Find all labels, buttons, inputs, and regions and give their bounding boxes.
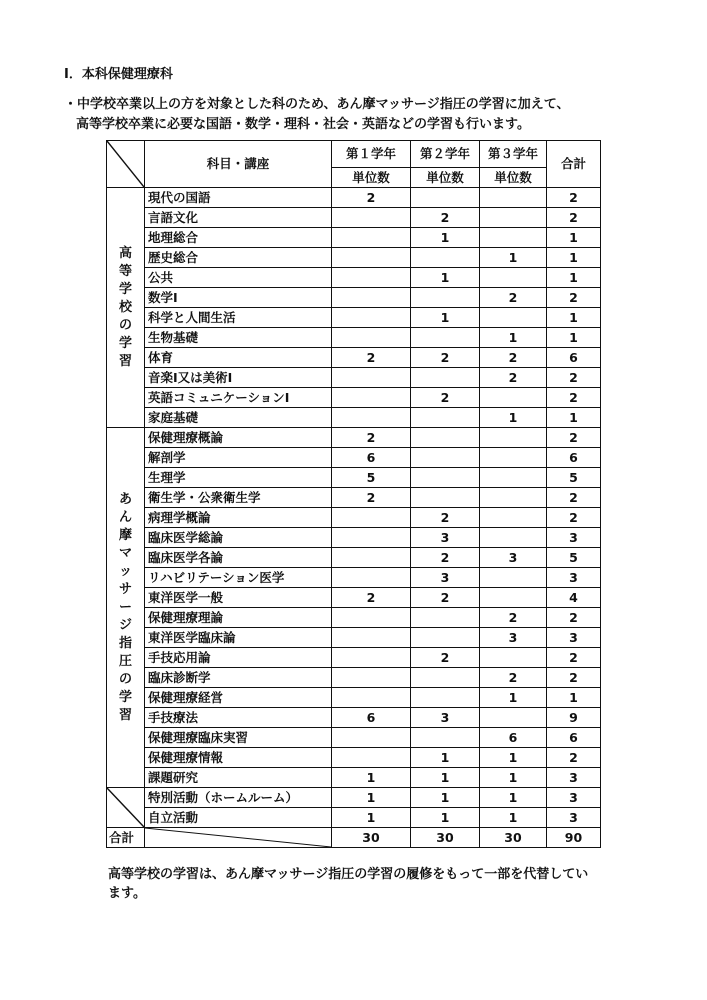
- table-row: [107, 608, 601, 628]
- table-row: [107, 428, 601, 448]
- year2-units: 2: [411, 388, 480, 408]
- year2-units: 1: [411, 808, 480, 828]
- year2-units: [411, 368, 480, 388]
- year1-units: 1: [332, 768, 411, 788]
- subject-cell: 解剖学: [145, 448, 332, 468]
- year2-units: [411, 688, 480, 708]
- subject-cell: 言語文化: [145, 208, 332, 228]
- table-row: [107, 588, 601, 608]
- subject-cell: 臨床医学総論: [145, 528, 332, 548]
- year2-units: 1: [411, 748, 480, 768]
- year2-units: 3: [411, 568, 480, 588]
- year1-units: [332, 308, 411, 328]
- subject-cell: 特別活動（ホームルーム）: [145, 788, 332, 808]
- year2-units: [411, 608, 480, 628]
- header-total: 合計: [547, 141, 601, 188]
- table-row: [107, 268, 601, 288]
- totals-year3: 30: [480, 828, 547, 848]
- year2-units: 1: [411, 788, 480, 808]
- total-units: 1: [547, 308, 601, 328]
- year1-units: [332, 508, 411, 528]
- intro-line-1: ・中学校卒業以上の方を対象とした科のため、あん摩マッサージ指圧の学習に加えて、: [64, 97, 570, 112]
- year2-units: [411, 728, 480, 748]
- year1-units: [332, 668, 411, 688]
- total-units: 3: [547, 808, 601, 828]
- year2-units: 1: [411, 768, 480, 788]
- year2-units: [411, 428, 480, 448]
- year3-units: 1: [480, 788, 547, 808]
- total-units: 3: [547, 788, 601, 808]
- total-units: 6: [547, 348, 601, 368]
- year3-units: [480, 428, 547, 448]
- total-units: 2: [547, 288, 601, 308]
- total-units: 1: [547, 248, 601, 268]
- year3-units: 3: [480, 628, 547, 648]
- year1-units: 2: [332, 588, 411, 608]
- subject-cell: 地理総合: [145, 228, 332, 248]
- total-units: 3: [547, 768, 601, 788]
- curriculum-table: [106, 140, 601, 848]
- subject-cell: 体育: [145, 348, 332, 368]
- year3-units: 3: [480, 548, 547, 568]
- year2-units: 2: [411, 648, 480, 668]
- year1-units: 2: [332, 488, 411, 508]
- total-units: 2: [547, 608, 601, 628]
- year2-units: [411, 668, 480, 688]
- year3-units: [480, 588, 547, 608]
- group-label-cell: [107, 428, 145, 788]
- year2-units: 1: [411, 308, 480, 328]
- table-row: [107, 508, 601, 528]
- year1-units: [332, 688, 411, 708]
- year1-units: [332, 288, 411, 308]
- year1-units: [332, 548, 411, 568]
- table-row: [107, 488, 601, 508]
- total-units: 2: [547, 748, 601, 768]
- table-row: [107, 808, 601, 828]
- curriculum-body: [107, 188, 601, 828]
- year1-units: 6: [332, 708, 411, 728]
- table-row: [107, 348, 601, 368]
- header-unit-year2: 単位数: [411, 168, 480, 188]
- year1-units: [332, 248, 411, 268]
- year1-units: [332, 608, 411, 628]
- group-diagonal-cell: [107, 788, 145, 828]
- year2-units: 2: [411, 348, 480, 368]
- year3-units: [480, 708, 547, 728]
- total-units: 2: [547, 208, 601, 228]
- year1-units: [332, 368, 411, 388]
- table-row: [107, 748, 601, 768]
- header-unit-year3: 単位数: [480, 168, 547, 188]
- year2-units: [411, 328, 480, 348]
- table-row: [107, 228, 601, 248]
- totals-row: [107, 828, 601, 848]
- totals-total: 90: [547, 828, 601, 848]
- subject-cell: 現代の国語: [145, 188, 332, 208]
- year3-units: 2: [480, 288, 547, 308]
- year1-units: 1: [332, 808, 411, 828]
- footnote: 高等学校の学習は、あん摩マッサージ指圧の学習の履修をもって一部を代替しています。: [108, 867, 589, 901]
- year2-units: 2: [411, 208, 480, 228]
- total-units: 2: [547, 648, 601, 668]
- year3-units: [480, 268, 547, 288]
- subject-cell: 音楽Ⅰ又は美術Ⅰ: [145, 368, 332, 388]
- table-row: [107, 708, 601, 728]
- subject-cell: 臨床診断学: [145, 668, 332, 688]
- totals-year1: 30: [332, 828, 411, 848]
- year2-units: 2: [411, 548, 480, 568]
- intro-line-2: 高等学校卒業に必要な国語・数学・理科・社会・英語などの学習も行います。: [76, 117, 530, 132]
- year3-units: 1: [480, 328, 547, 348]
- year3-units: [480, 208, 547, 228]
- year1-units: [332, 408, 411, 428]
- year3-units: [480, 448, 547, 468]
- header-unit-year1: 単位数: [332, 168, 411, 188]
- year1-units: [332, 748, 411, 768]
- total-units: 2: [547, 428, 601, 448]
- header-year1: 第１学年: [332, 141, 411, 168]
- total-units: 6: [547, 728, 601, 748]
- year1-units: 6: [332, 448, 411, 468]
- total-units: 5: [547, 548, 601, 568]
- year3-units: 1: [480, 748, 547, 768]
- year2-units: [411, 288, 480, 308]
- year1-units: [332, 328, 411, 348]
- intro-text: [64, 95, 569, 135]
- header-year2: 第２学年: [411, 141, 480, 168]
- table-row: [107, 668, 601, 688]
- year3-units: 2: [480, 668, 547, 688]
- year3-units: 6: [480, 728, 547, 748]
- subject-cell: 保健理療概論: [145, 428, 332, 448]
- subject-cell: 保健理療情報: [145, 748, 332, 768]
- total-units: 1: [547, 268, 601, 288]
- year1-units: 2: [332, 188, 411, 208]
- subject-cell: 英語コミュニケーションⅠ: [145, 388, 332, 408]
- year3-units: 2: [480, 348, 547, 368]
- table-row: [107, 368, 601, 388]
- subject-cell: 病理学概論: [145, 508, 332, 528]
- table-row: [107, 248, 601, 268]
- year2-units: [411, 488, 480, 508]
- year3-units: [480, 568, 547, 588]
- year2-units: 1: [411, 228, 480, 248]
- year1-units: [332, 628, 411, 648]
- year3-units: 1: [480, 808, 547, 828]
- year2-units: 1: [411, 268, 480, 288]
- subject-cell: リハビリテーション医学: [145, 568, 332, 588]
- subject-cell: 東洋医学一般: [145, 588, 332, 608]
- table-row: [107, 448, 601, 468]
- subject-cell: 手技応用論: [145, 648, 332, 668]
- year3-units: [480, 648, 547, 668]
- subject-cell: 衛生学・公衆衛生学: [145, 488, 332, 508]
- total-units: 2: [547, 668, 601, 688]
- year1-units: 5: [332, 468, 411, 488]
- year1-units: 2: [332, 428, 411, 448]
- subject-cell: 公共: [145, 268, 332, 288]
- section-title: Ⅰ．本科保健理療科: [64, 67, 173, 82]
- subject-cell: 保健理療臨床実習: [145, 728, 332, 748]
- subject-cell: 自立活動: [145, 808, 332, 828]
- table-row: [107, 328, 601, 348]
- year2-units: 3: [411, 528, 480, 548]
- year2-units: [411, 628, 480, 648]
- table-row: [107, 788, 601, 808]
- total-units: 9: [547, 708, 601, 728]
- subject-cell: 保健理療理論: [145, 608, 332, 628]
- year2-units: 2: [411, 588, 480, 608]
- table-row: [107, 388, 601, 408]
- year2-units: [411, 468, 480, 488]
- header-subject: 科目・講座: [145, 141, 332, 188]
- total-units: 6: [547, 448, 601, 468]
- year2-units: [411, 448, 480, 468]
- subject-cell: 保健理療経営: [145, 688, 332, 708]
- totals-year2: 30: [411, 828, 480, 848]
- total-units: 1: [547, 328, 601, 348]
- total-units: 5: [547, 468, 601, 488]
- year1-units: [332, 728, 411, 748]
- table-row: [107, 468, 601, 488]
- total-units: 1: [547, 228, 601, 248]
- total-units: 2: [547, 368, 601, 388]
- table-row: [107, 688, 601, 708]
- year3-units: 1: [480, 248, 547, 268]
- total-units: 2: [547, 488, 601, 508]
- total-units: 1: [547, 688, 601, 708]
- header-corner-diagonal: [107, 141, 145, 188]
- table-row: [107, 308, 601, 328]
- year2-units: [411, 248, 480, 268]
- subject-cell: 生理学: [145, 468, 332, 488]
- table-row: [107, 188, 601, 208]
- year1-units: [332, 648, 411, 668]
- subject-cell: 手技療法: [145, 708, 332, 728]
- group-label: 高等学校の学習: [118, 245, 132, 369]
- year1-units: [332, 208, 411, 228]
- year1-units: [332, 388, 411, 408]
- year2-units: 3: [411, 708, 480, 728]
- year3-units: [480, 528, 547, 548]
- year3-units: [480, 468, 547, 488]
- totals-diagonal: [145, 828, 332, 848]
- subject-cell: 科学と人間生活: [145, 308, 332, 328]
- year3-units: 1: [480, 688, 547, 708]
- subject-cell: 数学Ⅰ: [145, 288, 332, 308]
- year1-units: [332, 268, 411, 288]
- subject-cell: 生物基礎: [145, 328, 332, 348]
- table-row: [107, 568, 601, 588]
- total-units: 3: [547, 528, 601, 548]
- total-units: 3: [547, 628, 601, 648]
- total-units: 2: [547, 388, 601, 408]
- group-label-cell: [107, 188, 145, 428]
- year3-units: [480, 308, 547, 328]
- header-year3: 第３学年: [480, 141, 547, 168]
- table-row: [107, 288, 601, 308]
- subject-cell: 臨床医学各論: [145, 548, 332, 568]
- table-row: [107, 208, 601, 228]
- table-row: [107, 548, 601, 568]
- table-row: [107, 628, 601, 648]
- group-label: あん摩マッサージ指圧の学習: [118, 491, 132, 723]
- year3-units: [480, 488, 547, 508]
- year2-units: 2: [411, 508, 480, 528]
- year2-units: [411, 188, 480, 208]
- year1-units: [332, 568, 411, 588]
- year1-units: [332, 228, 411, 248]
- table-row: [107, 408, 601, 428]
- totals-label: 合計: [107, 828, 145, 848]
- table-row: [107, 648, 601, 668]
- year3-units: [480, 508, 547, 528]
- total-units: 2: [547, 508, 601, 528]
- total-units: 2: [547, 188, 601, 208]
- year3-units: 1: [480, 768, 547, 788]
- total-units: 4: [547, 588, 601, 608]
- table-row: [107, 528, 601, 548]
- subject-cell: 家庭基礎: [145, 408, 332, 428]
- subject-cell: 課題研究: [145, 768, 332, 788]
- subject-cell: 歴史総合: [145, 248, 332, 268]
- year1-units: 2: [332, 348, 411, 368]
- year1-units: 1: [332, 788, 411, 808]
- year3-units: [480, 228, 547, 248]
- year3-units: 2: [480, 608, 547, 628]
- year3-units: 2: [480, 368, 547, 388]
- year3-units: 1: [480, 408, 547, 428]
- table-row: [107, 728, 601, 748]
- table-row: [107, 768, 601, 788]
- year3-units: [480, 188, 547, 208]
- year1-units: [332, 528, 411, 548]
- year3-units: [480, 388, 547, 408]
- total-units: 1: [547, 408, 601, 428]
- year2-units: [411, 408, 480, 428]
- total-units: 3: [547, 568, 601, 588]
- subject-cell: 東洋医学臨床論: [145, 628, 332, 648]
